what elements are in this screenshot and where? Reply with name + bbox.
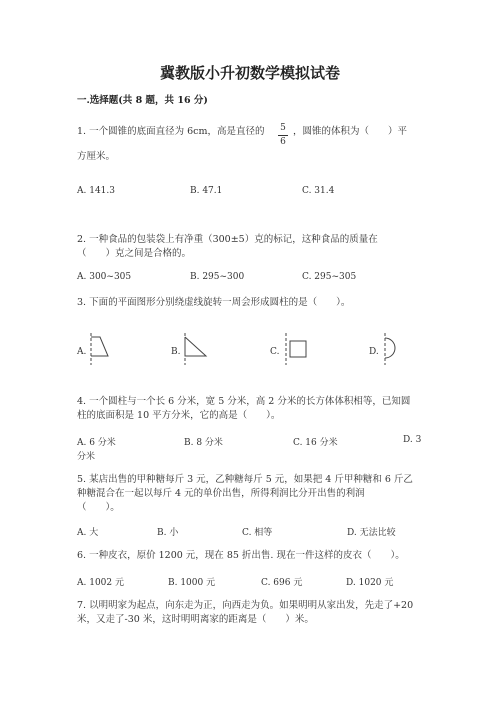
q4-option-b[interactable]: B. 8 分米 bbox=[184, 438, 223, 448]
q7-line2: 米，又走了-30 米，这时明明离家的距离是（ ）米。 bbox=[77, 614, 314, 625]
q4-line1: 4. 一个圆柱与一个长 6 分米，宽 5 分米，高 2 分米的长方体体积相等，已知圆 bbox=[77, 396, 411, 407]
fraction-numerator: 5 bbox=[280, 123, 286, 133]
q4-line2: 柱的底面积是 10 平方分米，它的高是（ ）。 bbox=[77, 410, 281, 421]
fraction-denominator: 6 bbox=[280, 137, 286, 147]
q6-option-a[interactable]: A. 1002 元 bbox=[77, 578, 124, 588]
q1-line1: 1. 一个圆锥的底面直径为 6cm，高是直径的 bbox=[77, 126, 265, 137]
section-heading: 一.选择题(共 8 题，共 16 分) bbox=[77, 95, 208, 106]
page-title: 冀教版小升初数学模拟试卷 bbox=[159, 64, 340, 82]
q3-option-d[interactable]: D. bbox=[369, 347, 379, 357]
q3-option-a[interactable]: A. bbox=[77, 347, 87, 357]
q4-option-c[interactable]: C. 16 分米 bbox=[293, 438, 338, 448]
q2-option-a[interactable]: A. 300~305 bbox=[77, 272, 132, 282]
q3-option-b[interactable]: B. bbox=[171, 347, 181, 357]
q2-option-b[interactable]: B. 295~300 bbox=[190, 272, 245, 282]
q1-option-c[interactable]: C. 31.4 bbox=[302, 186, 335, 196]
q1-line2: 方厘米。 bbox=[77, 151, 116, 162]
semicircle-figure bbox=[380, 332, 408, 366]
q2-line2: （ ）克之间是合格的。 bbox=[77, 248, 192, 259]
q5-option-c[interactable]: C. 相等 bbox=[242, 528, 273, 538]
q5-line3: （ ）。 bbox=[77, 502, 120, 513]
rectangle-figure bbox=[281, 332, 313, 366]
q2-line1: 2. 一种食品的包装袋上有净重（300±5）克的标记，这种食品的质量在 bbox=[77, 234, 378, 245]
q1-option-a[interactable]: A. 141.3 bbox=[77, 186, 115, 196]
q4-option-d-wrap: 分米 bbox=[77, 452, 96, 462]
trapezoid-figure bbox=[86, 332, 116, 366]
triangle-figure bbox=[180, 332, 212, 366]
q5-option-d[interactable]: D. 无法比较 bbox=[347, 528, 396, 538]
q4-option-a[interactable]: A. 6 分米 bbox=[77, 438, 116, 448]
q6-option-d[interactable]: D. 1020 元 bbox=[346, 578, 394, 588]
q5-option-b[interactable]: B. 小 bbox=[157, 528, 179, 538]
q6-option-b[interactable]: B. 1000 元 bbox=[168, 578, 216, 588]
q1-line1-cont: ，圆锥的体积为（ ）平 bbox=[293, 126, 408, 137]
q3-option-c[interactable]: C. bbox=[270, 347, 280, 357]
q2-option-c[interactable]: C. 295~305 bbox=[302, 272, 357, 282]
q4-option-d[interactable]: D. 3 bbox=[403, 435, 422, 445]
q5-option-a[interactable]: A. 大 bbox=[77, 528, 99, 538]
q1-option-b[interactable]: B. 47.1 bbox=[190, 186, 223, 196]
q5-line2: 种糖混合在一起以每斤 4 元的单价出售，所得利润比分开出售的利润 bbox=[77, 488, 365, 499]
q6-option-c[interactable]: C. 696 元 bbox=[261, 578, 303, 588]
q6-line1: 6. 一种皮衣，原价 1200 元，现在 85 折出售. 现在一件这样的皮衣（ ）。 bbox=[77, 550, 405, 561]
q3-line1: 3. 下面的平面图形分别绕虚线旋转一周会形成圆柱的是（ ）。 bbox=[77, 297, 351, 308]
fraction-bar bbox=[278, 135, 288, 136]
q5-line1: 5. 某店出售的甲种糖每斤 3 元，乙种糖每斤 5 元，如果把 4 斤甲种糖和 6 斤乙 bbox=[77, 474, 413, 485]
fraction-five-sixths bbox=[278, 123, 288, 148]
q7-line1: 7. 以明明家为起点，向东走为正，向西走为负。如果明明从家出发，先走了+20 bbox=[77, 600, 414, 611]
